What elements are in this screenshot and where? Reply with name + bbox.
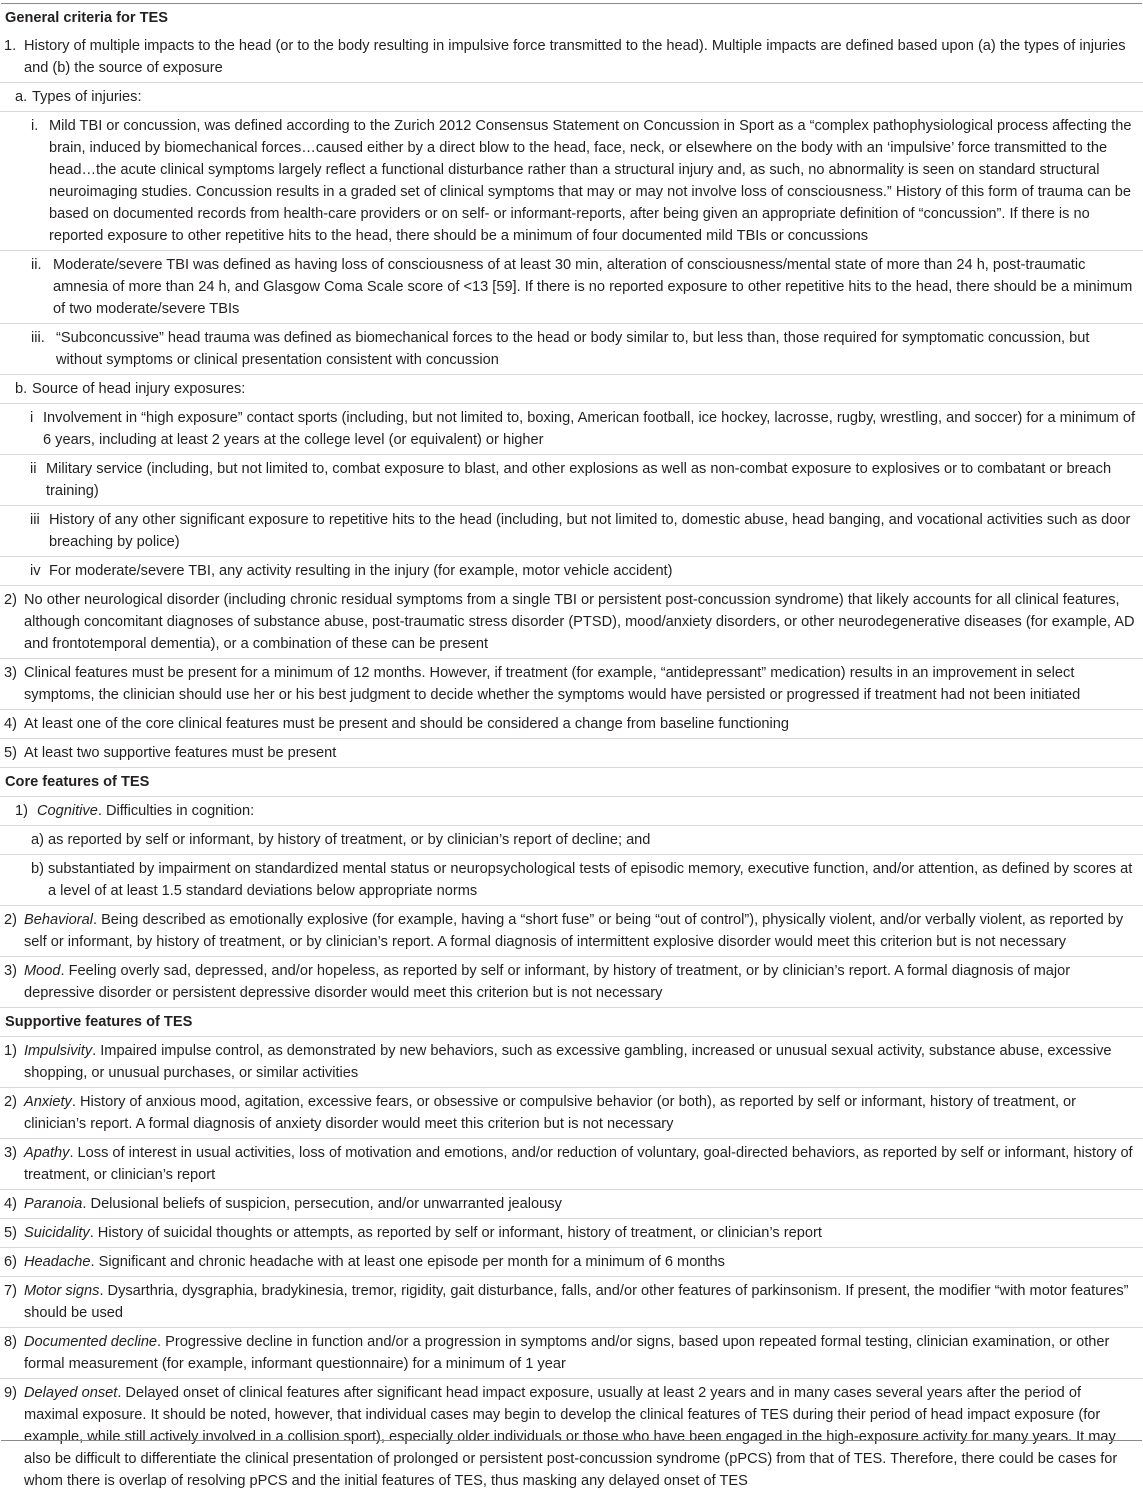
general-criterion-1a-iii — [0, 324, 1143, 375]
feature-description: . History of suicidal thoughts or attempts, as reported by self or informant, history of treatment, or clinician’s report — [89, 1225, 822, 1241]
item-text: At least one of the core clinical features must be present and should be considered a change from baseline functioning — [24, 716, 790, 732]
supportive-feature-anxiety — [0, 1088, 1143, 1139]
item-number: 1. — [4, 38, 17, 54]
item-text — [24, 1193, 1137, 1215]
item-text: At least two supportive features must be present — [24, 745, 337, 761]
item-number: iii. — [31, 330, 45, 346]
item-number: a) — [31, 832, 44, 848]
feature-description: . Dysarthria, dysgraphia, bradykinesia, tremor, rigidity, gait disturbance, falls, and/or other features of parkinsonism. If present, the modifier “with motor features” should be used — [24, 1283, 1129, 1321]
feature-term: Suicidality — [24, 1225, 90, 1241]
feature-term: Cognitive — [37, 803, 98, 819]
core-feature-cognitive-a — [0, 826, 1143, 855]
item-text: substantiated by impairment on standardized mental status or neuropsychological tests of episodic memory, executive function, and/or attention, as defined by scores at a level of at least 1.5 standard deviations below appropriate norms — [48, 861, 1133, 899]
item-number: 4) — [4, 1196, 17, 1212]
general-criterion-1b — [0, 375, 1143, 404]
item-text: History of multiple impacts to the head (or to the body resulting in impulsive force transmitted to the head). Multiple impacts are defined based upon (a) the types of injuries and (b) the source of exposure — [24, 38, 1126, 76]
feature-term: Paranoia — [24, 1196, 83, 1212]
general-criterion-1a-ii — [0, 251, 1143, 324]
feature-description: . Difficulties in cognition: — [97, 803, 255, 819]
item-text — [24, 1331, 1137, 1375]
feature-description: . Being described as emotionally explosive (for example, having a “short fuse” or being “out of control”), physically violent, and/or verbally violent, as reported by self or informant, by history of treatment, or by clinician’s report. A formal diagnosis of intermittent explosive disorder would meet this criterion but is not necessary — [24, 912, 1124, 950]
item-text — [24, 1382, 1137, 1492]
general-criterion-1a-i — [0, 112, 1143, 251]
general-criterion-5 — [0, 739, 1143, 768]
feature-term: Documented decline — [24, 1334, 158, 1350]
item-text — [24, 1280, 1137, 1324]
feature-description: . Significant and chronic headache with at least one episode per month for a minimum of 6 months — [90, 1254, 725, 1270]
item-text: Source of head injury exposures: — [32, 381, 246, 397]
item-number: 4) — [4, 716, 17, 732]
item-number: iv — [30, 563, 41, 579]
supportive-feature-delayed-onset — [0, 1379, 1143, 1495]
section-heading-core: Core features of TES — [0, 768, 1143, 797]
item-number: 2) — [4, 592, 17, 608]
general-criterion-1b-iv — [0, 557, 1143, 586]
core-feature-cognitive-b — [0, 855, 1143, 906]
feature-term: Behavioral — [24, 912, 93, 928]
item-text — [24, 1142, 1137, 1186]
feature-description: . Impaired impulse control, as demonstrated by new behaviors, such as excessive gambling, increased or unusual sexual activity, substance abuse, excessive shopping, or unusual purchases, or similar activities — [24, 1043, 1112, 1081]
item-text: Types of injuries: — [32, 89, 142, 105]
feature-term: Anxiety — [24, 1094, 72, 1110]
supportive-feature-paranoia — [0, 1190, 1143, 1219]
supportive-feature-headache — [0, 1248, 1143, 1277]
item-number: 1) — [4, 1043, 17, 1059]
item-number: ii. — [31, 257, 42, 273]
item-number: 2) — [4, 1094, 17, 1110]
item-number: 2) — [4, 912, 17, 928]
item-number: 3) — [4, 665, 17, 681]
general-criterion-1 — [0, 32, 1143, 83]
feature-description: . Progressive decline in function and/or a progression in symptoms and/or signs, based upon repeated formal testing, clinician examination, or other formal measurement (for example, informant questionnaire) for a minimum of 1 year — [24, 1334, 1110, 1372]
general-criterion-2 — [0, 586, 1143, 659]
item-number: 5) — [4, 1225, 17, 1241]
item-text — [24, 1251, 1137, 1273]
item-number: 8) — [4, 1334, 17, 1350]
item-text: Moderate/severe TBI was defined as having loss of consciousness of at least 30 min, alteration of consciousness/mental state of more than 24 h, post-traumatic amnesia of more than 24 h, and Glasgow Coma Scale score of <13 [59]. If there is no reported exposure to other repetitive hits to the head, there should be a minimum of two moderate/severe TBIs — [53, 257, 1133, 317]
item-text: Clinical features must be present for a minimum of 12 months. However, if treatment (for example, “antidepressant” medication) results in an improvement in select symptoms, the clinician should use her or his best judgment to decide whether the symptoms would have persisted or progressed if treatment had not been initiated — [24, 665, 1081, 703]
supportive-feature-motor-signs — [0, 1277, 1143, 1328]
item-number: 1) — [15, 803, 28, 819]
item-number: i. — [31, 118, 39, 134]
general-criterion-1b-iii — [0, 506, 1143, 557]
general-criterion-1b-ii — [0, 455, 1143, 506]
section-heading-supportive: Supportive features of TES — [0, 1008, 1143, 1037]
item-text — [24, 1222, 1137, 1244]
section-heading-general: General criteria for TES — [5, 10, 169, 26]
feature-term: Motor signs — [24, 1283, 100, 1299]
feature-term: Apathy — [24, 1145, 70, 1161]
feature-description: . Delusional beliefs of suspicion, persecution, and/or unwarranted jealousy — [82, 1196, 562, 1212]
feature-term: Delayed onset — [24, 1385, 118, 1401]
item-number: 6) — [4, 1254, 17, 1270]
item-text: Involvement in “high exposure” contact sports (including, but not limited to, boxing, American football, ice hockey, lacrosse, rugby, wrestling, and soccer) for a minimum of 6 years, including at least 2 years at the college level (or equivalent) or higher — [43, 410, 1136, 448]
general-criterion-1a — [0, 83, 1143, 112]
feature-term: Mood — [24, 963, 61, 979]
feature-description: . History of anxious mood, agitation, excessive fears, or obsessive or compulsive behavior (or both), as reported by self or informant, history of treatment, or clinician’s report. A formal diagnosis of anxiety disorder would meet this criterion but is not necessary — [24, 1094, 1077, 1132]
item-number: 3) — [4, 963, 17, 979]
item-number: 5) — [4, 745, 17, 761]
feature-description: . Delayed onset of clinical features after significant head impact exposure, usually at least 2 years and in many cases several years after the period of maximal exposure. It should be noted, however, that individual cases may begin to develop the clinical features of TES during their period of head impact exposure (for example, while still actively involved in a collision sport), especially older individuals or those who have been engaged in the high-exposure activity for many years. It may also be difficult to differentiate the clinical presentation of prolonged or persistent post-concussion syndrome (pPCS) from that of TES. Therefore, there could be cases for whom there is overlap of resolving pPCS and the initial features of TES, thus masking any delayed onset of TES — [24, 1385, 1118, 1489]
general-criterion-1b-i — [0, 404, 1143, 455]
table-bottom-rule — [1, 1440, 1142, 1441]
item-text — [37, 800, 1137, 822]
general-criterion-3 — [0, 659, 1143, 710]
item-text: Mild TBI or concussion, was defined according to the Zurich 2012 Consensus Statement on Concussion in Sport as a “complex pathophysiological process affecting the brain, induced by biomechanical forces…caused either by a direct blow to the head, face, neck, or elsewhere on the body with an ‘impulsive’ force transmitted to the head…the acute clinical symptoms largely reflect a functional disturbance rather than a structural injury and, as such, no abnormality is seen on standard structural neuroimaging studies. Concussion results in a graded set of clinical symptoms that may or may not involve loss of consciousness.” History of this form of trauma can be based on documented records from health-care providers or on self- or informant-reports, after being given an appropriate definition of “concussion”. If there is no reported exposure to other repetitive hits to the head, there should be a minimum of four documented mild TBIs or concussions — [49, 118, 1132, 244]
core-feature-mood — [0, 957, 1143, 1008]
item-text: Military service (including, but not limited to, combat exposure to blast, and other explosions as well as non-combat exposure to explosives or to combatant or breach training) — [46, 461, 1112, 499]
item-number: iii — [30, 512, 40, 528]
general-criterion-4 — [0, 710, 1143, 739]
item-number: 7) — [4, 1283, 17, 1299]
item-text: For moderate/severe TBI, any activity resulting in the injury (for example, motor vehicle accident) — [49, 563, 673, 579]
item-text — [24, 960, 1137, 1004]
item-number: a. — [15, 89, 28, 105]
item-number: b) — [31, 861, 44, 877]
item-number: i — [30, 410, 34, 426]
item-number: ii — [30, 461, 37, 477]
item-text: No other neurological disorder (including chronic residual symptoms from a single TBI or persistent post-concussion syndrome) that likely accounts for all clinical features, although concomitant diagnoses of substance abuse, post-traumatic stress disorder (PTSD), mood/anxiety disorders, or other neurodegenerative diseases (for example, AD and frontotemporal dementia), or a combination of these can be present — [24, 592, 1135, 652]
item-text: History of any other significant exposure to repetitive hits to the head (including, but not limited to, domestic abuse, head banging, and vocational activities such as door breaching by police) — [49, 512, 1131, 550]
core-feature-cognitive — [0, 797, 1143, 826]
supportive-feature-documented-decline — [0, 1328, 1143, 1379]
supportive-feature-impulsivity — [0, 1037, 1143, 1088]
item-number: 9) — [4, 1385, 17, 1401]
item-text — [24, 909, 1137, 953]
core-feature-behavioral — [0, 906, 1143, 957]
item-number: 3) — [4, 1145, 17, 1161]
item-text: as reported by self or informant, by history of treatment, or by clinician’s report of decline; and — [48, 832, 651, 848]
item-text — [24, 1091, 1137, 1135]
feature-term: Headache — [24, 1254, 91, 1270]
item-text: “Subconcussive” head trauma was defined as biomechanical forces to the head or body similar to, but less than, those required for symptomatic concussion, but without symptoms or clinical presentation consistent with concussion — [56, 330, 1090, 368]
feature-term: Impulsivity — [24, 1043, 93, 1059]
supportive-feature-apathy — [0, 1139, 1143, 1190]
supportive-feature-suicidality — [0, 1219, 1143, 1248]
feature-description: . Loss of interest in usual activities, loss of motivation and emotions, and/or reduction of voluntary, goal-directed behaviors, as reported by self or informant, history of treatment, or clinician’s report — [24, 1145, 1133, 1183]
item-number: b. — [15, 381, 28, 397]
feature-description: . Feeling overly sad, depressed, and/or hopeless, as reported by self or informant, by history of treatment, or by clinician’s report. A formal diagnosis of major depressive disorder or persistent depressive disorder would meet this criterion but is not necessary — [24, 963, 1071, 1001]
item-text — [24, 1040, 1137, 1084]
